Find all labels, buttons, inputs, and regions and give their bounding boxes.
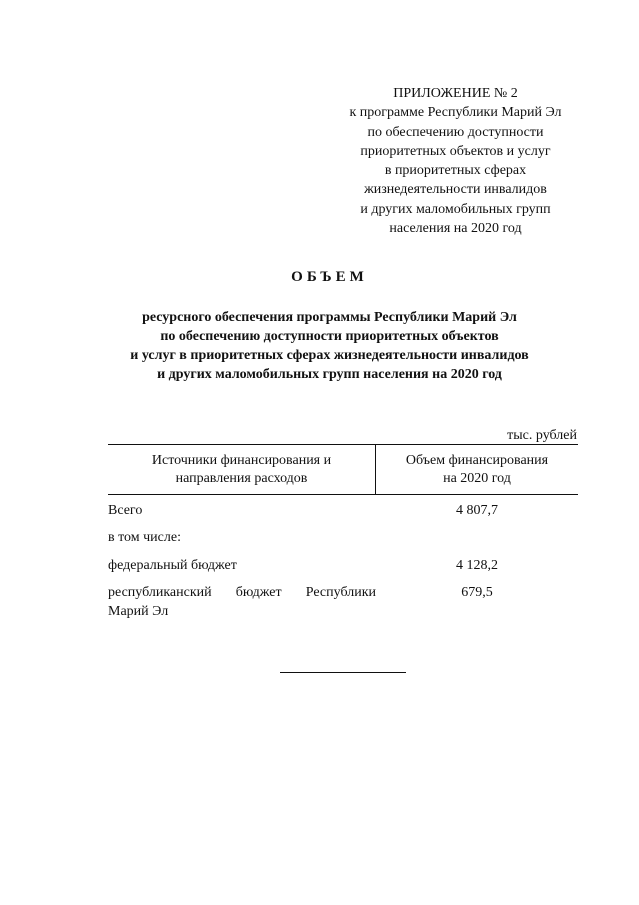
appendix-line: по обеспечению доступности (367, 124, 544, 140)
row-amount: 679,5 (461, 585, 493, 600)
appendix-line: жизнедеятельности инвалидов (364, 182, 547, 198)
header-source-line: направления расходов (175, 471, 308, 486)
row-amount (376, 528, 578, 547)
appendix-line: приоритетных объектов и услуг (360, 143, 551, 159)
header-source-line: Источники финансирования и (151, 453, 332, 468)
subtitle-line: и других маломобильных групп населения на 2020 год (157, 367, 502, 382)
row-amount: 4 128,2 (456, 558, 498, 573)
appendix-line: и других маломобильных групп (360, 201, 551, 217)
appendix-line: к программе Республики Марий Эл (349, 105, 562, 121)
header-amount-line: Объем финансирования (405, 453, 549, 468)
table-row (108, 528, 578, 547)
document-title: ОБЪЕМ (291, 269, 368, 285)
table-row (108, 583, 578, 621)
table-header-row (108, 444, 578, 495)
row-source: в том числе: (108, 530, 181, 545)
document-subtitle (10, 308, 639, 384)
funding-table (108, 444, 578, 619)
row-source: республиканский бюджет Республики Марий Эл (108, 585, 376, 619)
unit-label: тыс. рублей (507, 428, 577, 443)
row-amount: 4 807,7 (456, 503, 498, 518)
appendix-header (318, 84, 593, 238)
subtitle-line: ресурсного обеспечения программы Республики Марий Эл (142, 310, 517, 325)
closing-divider (280, 672, 406, 673)
table-row (108, 501, 578, 520)
header-amount-line: на 2020 год (443, 471, 511, 486)
table-row (108, 556, 578, 575)
subtitle-line: по обеспечению доступности приоритетных объектов (160, 329, 499, 344)
appendix-line: населения на 2020 год (389, 221, 522, 237)
row-source: Всего (108, 503, 143, 518)
appendix-line: в приоритетных сферах (384, 163, 527, 179)
appendix-line: ПРИЛОЖЕНИЕ № 2 (393, 86, 518, 101)
header-amount-column (376, 445, 578, 494)
row-source: федеральный бюджет (108, 558, 237, 573)
header-source-column (108, 445, 376, 494)
subtitle-line: и услуг в приоритетных сферах жизнедеятельности инвалидов (130, 348, 529, 363)
